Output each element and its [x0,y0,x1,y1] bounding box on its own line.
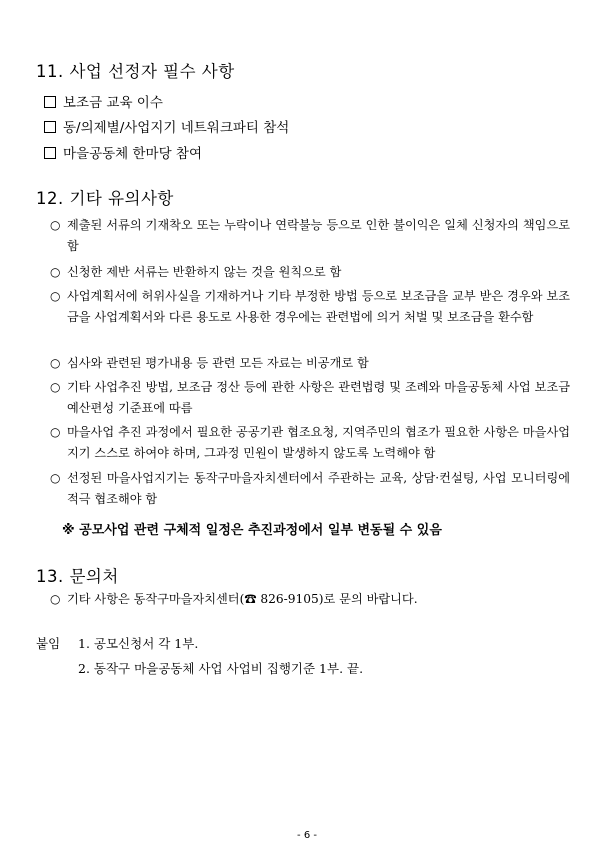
circle-bullet-icon: ○ [50,356,61,370]
notice-item: ○ 사업계획서에 허위사실을 기재하거나 기타 부정한 방법 등으로 보조금을 교부 받은 경우와 보조금을 사업계획서와 다른 용도로 사용한 경우에는 관련법에 의거 처벌 및 보조금을 환수함 [50,286,570,328]
checklist-item: 마을공동체 한마당 참여 [44,142,202,162]
circle-bullet-icon: ○ [50,218,61,232]
checklist-item: 동/의제별/사업지기 네트워크파티 참석 [44,116,289,136]
checkbox-icon [44,96,56,108]
circle-bullet-icon: ○ [50,425,61,439]
checkbox-icon [44,121,56,133]
page-number: - 6 - [297,830,317,841]
circle-bullet-icon: ○ [50,592,61,606]
section-12-title: 12. 기타 유의사항 [36,189,174,208]
notice-item: ○ 기타 사업추진 방법, 보조금 정산 등에 관한 사항은 관련법령 및 조례와 마을공동체 사업 보조금 예산편성 기준표에 따름 [50,377,570,419]
notice-item: ○ 심사와 관련된 평가내용 등 관련 모든 자료는 비공개로 함 [50,353,570,374]
circle-bullet-icon: ○ [50,471,61,485]
checkbox-icon [44,147,56,159]
schedule-note: ※ 공모사업 관련 구체적 일정은 추진과정에서 일부 변동될 수 있음 [62,523,442,538]
circle-bullet-icon: ○ [50,265,61,279]
notice-item: ○ 선정된 마을사업지기는 동작구마을자치센터에서 주관하는 교육, 상담·컨설팅, 사업 모니터링에 적극 협조해야 함 [50,468,570,510]
contact-item: ○ 기타 사항은 동작구마을자치센터(☎ 826-9105)로 문의 바랍니다. [50,589,570,610]
notice-item: ○ 신청한 제반 서류는 반환하지 않는 것을 원칙으로 함 [50,262,570,283]
circle-bullet-icon: ○ [50,380,61,394]
section-11-title: 11. 사업 선정자 필수 사항 [36,62,235,81]
attachment-item: 1. 공모신청서 각 1부. [78,636,199,651]
attachment-item: 2. 동작구 마을공동체 사업 사업비 집행기준 1부. 끝. [78,661,364,676]
attachment-label: 붙임 [36,636,61,651]
circle-bullet-icon: ○ [50,289,61,303]
notice-item: ○ 제출된 서류의 기재착오 또는 누락이나 연락불능 등으로 인한 불이익은 일체 신청자의 책임으로 함 [50,215,570,257]
checklist-item: 보조금 교육 이수 [44,91,163,111]
section-13-title: 13. 문의처 [36,567,119,586]
notice-item: ○ 마을사업 추진 과정에서 필요한 공공기관 협조요청, 지역주민의 협조가 필요한 사항은 마을사업지기 스스로 하여야 하며, 그과정 민원이 발생하지 않도록 노력해야 함 [50,422,570,464]
